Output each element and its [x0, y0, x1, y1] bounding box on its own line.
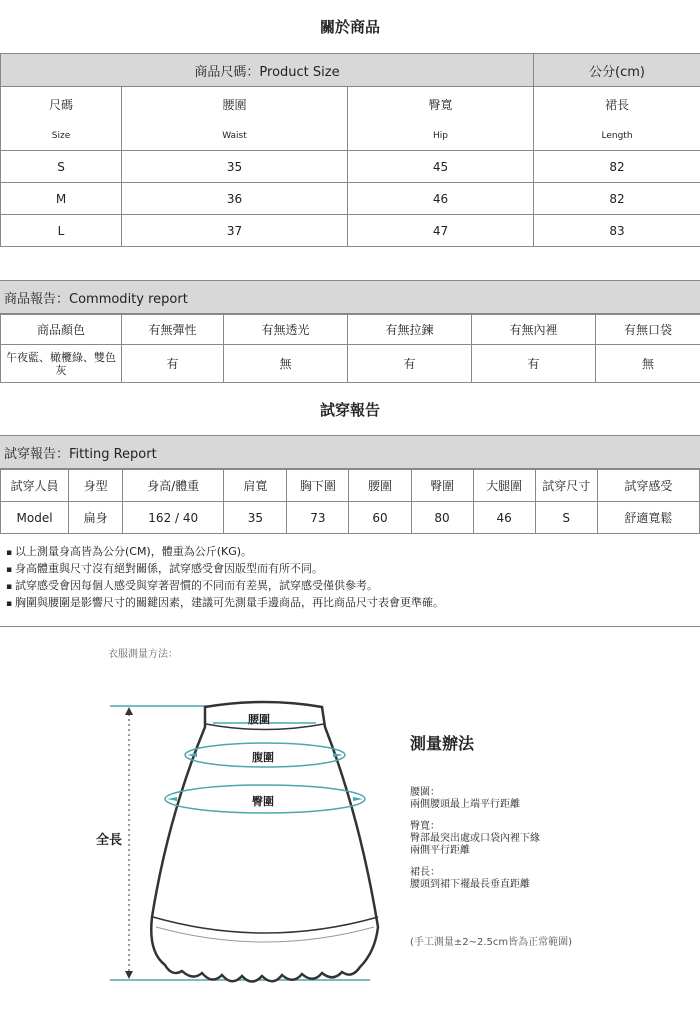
note-item: ▪ 試穿感受會因每個人感受與穿著習慣的不同而有差異，試穿感受僅供參考。: [6, 578, 700, 595]
table-row: L 37 47 83: [1, 215, 700, 247]
method-hip: 臀寬： 臀部最突出處或口袋內裡下緣 兩側平行距離: [410, 821, 540, 856]
skirt-illustration: [0, 627, 700, 1007]
commodity-table: 商品顏色 有無彈性 有無透光 有無拉鍊 有無內裡 有無口袋 午夜藍、橄欖綠、雙色灰 有 無 有 有 無: [0, 314, 700, 383]
size-table: [0, 53, 700, 247]
notes-list: [0, 534, 700, 627]
table-row: S 35 45 82: [1, 151, 700, 183]
commodity-report-title: 商品報告：Commodity report: [0, 280, 700, 314]
measurement-diagram: [0, 627, 700, 1007]
fitting-report-title: 試穿報告：Fitting Report: [0, 435, 700, 469]
fitting-section-title: 試穿報告: [319, 400, 380, 419]
note-item: ▪ 胸圍與腰圍是影響尺寸的關鍵因素，建議可先測量手邊商品，再比商品尺寸表會更準確。: [6, 595, 700, 612]
hip-label: 臀圍: [252, 795, 274, 808]
col-hip: 臀寬 Hip: [348, 87, 534, 151]
method-title: 測量辦法: [410, 734, 475, 753]
method-length: 裙長： 腰頭到裙下襬最長垂直距離: [410, 867, 530, 890]
method-waist: 腰圍： 兩側腰頭最上端平行距離: [410, 787, 520, 810]
total-length-label: 全長: [96, 833, 123, 848]
col-length: 裙長 Length: [534, 87, 700, 151]
size-table-unit: 公分(cm): [534, 54, 700, 87]
note-item: ▪ 身高體重與尺寸沒有絕對關係，試穿感受會因版型而有所不同。: [6, 561, 700, 578]
table-row: M 36 46 82: [1, 183, 700, 215]
waist-label: 腰圍: [248, 713, 270, 726]
col-size: 尺碼 Size: [1, 87, 122, 151]
fitting-table: 試穿人員 身型 身高/體重 肩寬 胸下圍 腰圍 臀圍 大腿圍 試穿尺寸 試穿感受 Model 扁身 162 / 40 35 73 60 80 46 S 舒適寬鬆: [0, 469, 700, 534]
diagram-caption: 衣服測量方法：: [108, 649, 178, 660]
belly-label: 腹圍: [252, 751, 274, 764]
note-item: ▪ 以上測量身高皆為公分(CM)，體重為公斤(KG)。: [6, 544, 700, 561]
tolerance-note: (手工測量±2~2.5cm皆為正常範圍): [410, 937, 573, 948]
col-waist: 腰圍 Waist: [122, 87, 348, 151]
about-title: 關於商品: [319, 18, 380, 36]
size-table-header: 商品尺碼：Product Size: [1, 54, 534, 87]
